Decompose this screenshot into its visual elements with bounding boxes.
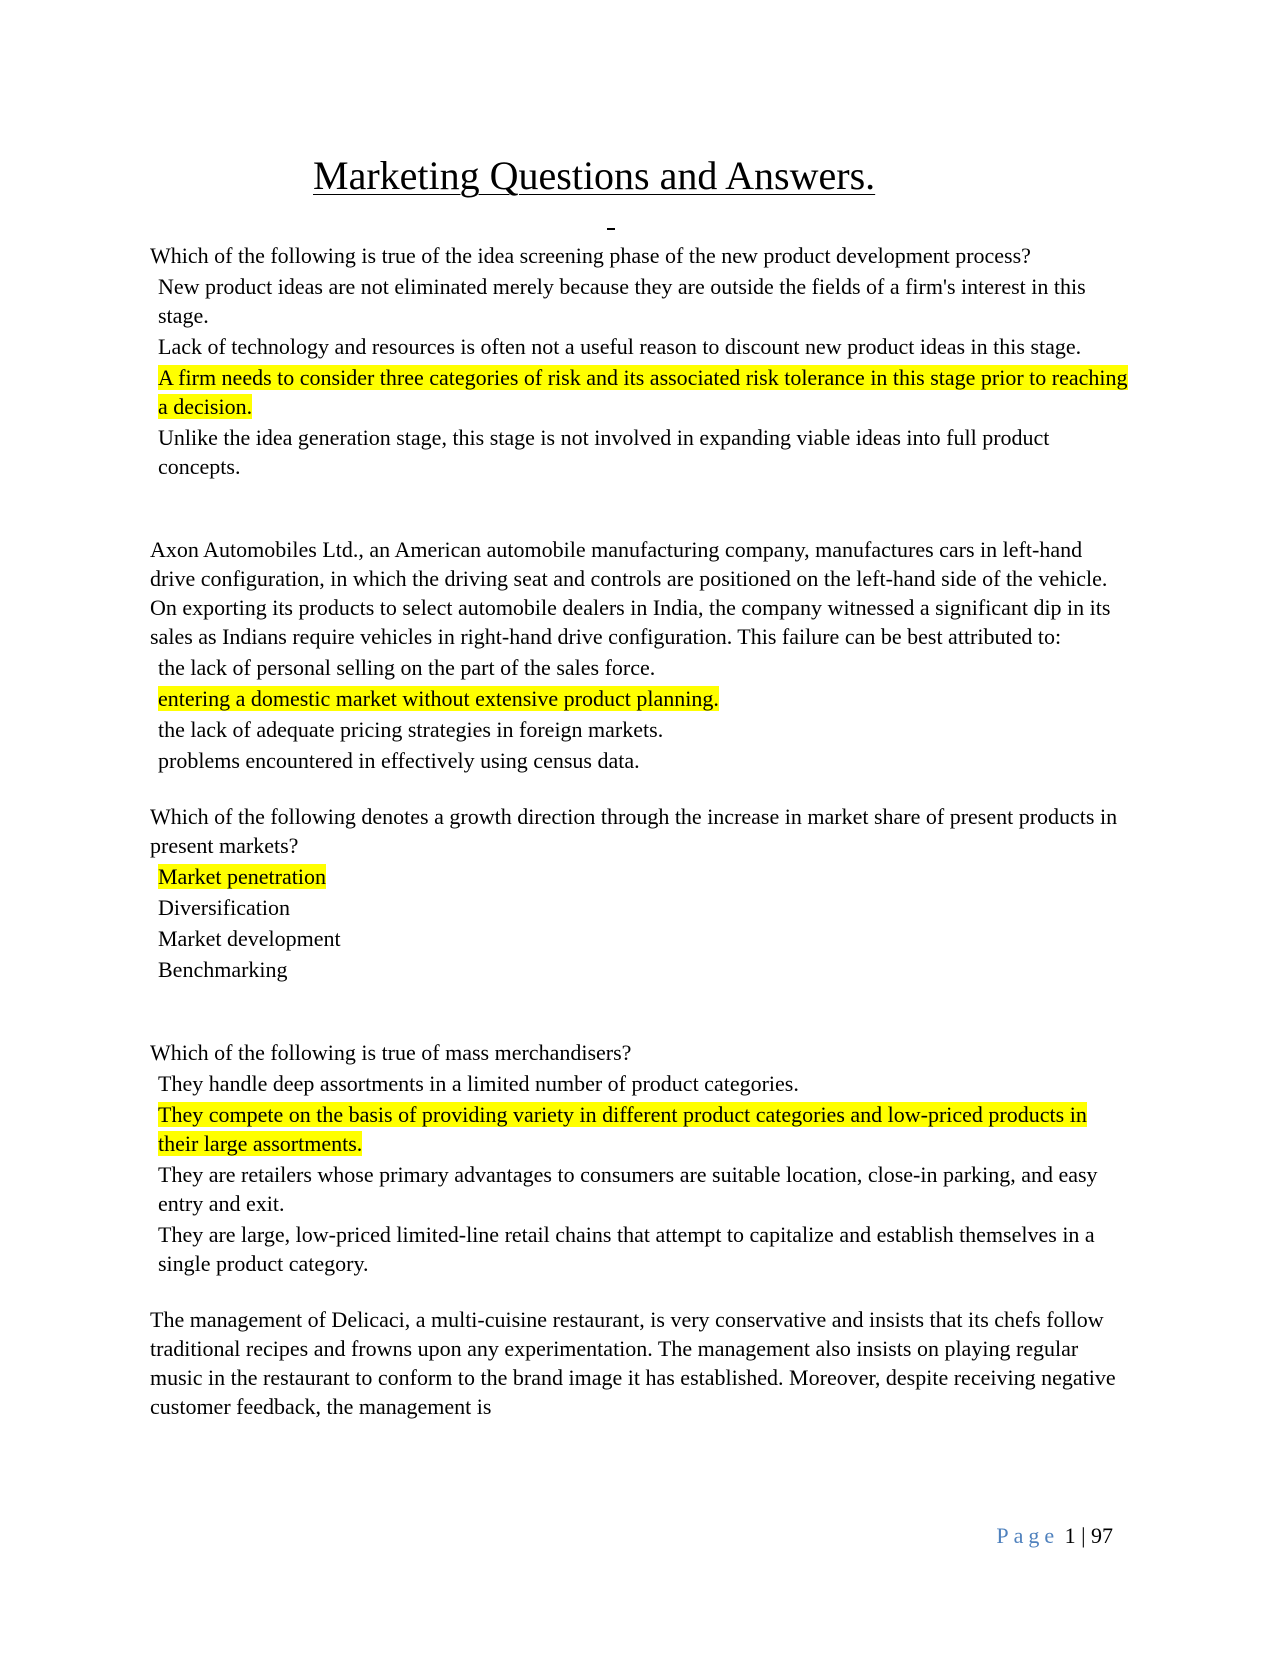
question-3-option-1-answer (158, 862, 1130, 891)
total-pages: 97 (1091, 1523, 1113, 1548)
spacer (150, 481, 1130, 535)
question-4-option-4: They are large, low-priced limited-line retail chains that attempt to capitalize and establish themselves in a single product category. (158, 1222, 1095, 1276)
question-2-option-1: the lack of personal selling on the part of the sales force. (158, 655, 656, 680)
question-2-text: Axon Automobiles Ltd., an American automobile manufacturing company, manufactures cars in left-hand drive configuration, in which the driving seat and controls are positioned on the left-hand side of the vehicle. On exporting its products to select automobile dealers in India, the company witnessed a significant dip in its sales as Indians require vehicles in right-hand drive configuration. This failure can be best attributed to: (150, 537, 1111, 649)
document-body (150, 241, 1130, 1421)
question-1-option-1: New product ideas are not eliminated merely because they are outside the fields of a firm's interest in this stage. (158, 274, 1086, 328)
page-separator: | (1081, 1523, 1086, 1548)
spacer (150, 775, 1130, 802)
title-mark (607, 228, 615, 230)
question-1-option-2: Lack of technology and resources is often not a useful reason to discount new product ideas in this stage. (158, 334, 1082, 359)
question-2-option-2-answer (158, 684, 1130, 713)
question-4-option-3: They are retailers whose primary advantages to consumers are suitable location, close-in parking, and easy entry and exit. (158, 1162, 1098, 1216)
page-label: Page (996, 1523, 1060, 1548)
page-number: 1 (1064, 1523, 1076, 1548)
question-4-option-2-answer (158, 1100, 1130, 1158)
answer-highlight: They compete on the basis of providing variety in different product categories and low-priced products in their large assortments. (158, 1102, 1087, 1156)
question-5-text: The management of Delicaci, a multi-cuisine restaurant, is very conservative and insists that its chefs follow traditional recipes and frowns upon any experimentation. The management also insists on playing regular music in the restaurant to conform to the brand image it has established. Moreover, despite receiving negative customer feedback, the management is (150, 1307, 1116, 1419)
question-1-text: Which of the following is true of the idea screening phase of the new product development process? (150, 243, 1031, 268)
question-4-text: Which of the following is true of mass merchandisers? (150, 1040, 632, 1065)
spacer (150, 1278, 1130, 1305)
question-2-option-4: problems encountered in effectively using census data. (158, 748, 640, 773)
question-4-option-1: They handle deep assortments in a limited number of product categories. (158, 1071, 799, 1096)
answer-highlight: entering a domestic market without extensive product planning. (158, 686, 719, 711)
question-3-text: Which of the following denotes a growth direction through the increase in market share of present products in present markets? (150, 804, 1118, 858)
document-title: Marketing Questions and Answers. (313, 153, 876, 198)
answer-highlight: Market penetration (158, 864, 326, 889)
question-3-option-4: Benchmarking (158, 957, 288, 982)
question-3-option-2: Diversification (158, 895, 290, 920)
question-1-option-4: Unlike the idea generation stage, this stage is not involved in expanding viable ideas into full product concepts. (158, 425, 1050, 479)
question-1-option-3-answer (158, 363, 1130, 421)
question-3-option-3: Market development (158, 926, 341, 951)
spacer (150, 984, 1130, 1038)
answer-highlight: A firm needs to consider three categories of risk and its associated risk tolerance in this stage prior to reaching a decision. (158, 365, 1128, 419)
question-2-option-3: the lack of adequate pricing strategies in foreign markets. (158, 717, 664, 742)
page-footer (996, 1521, 1113, 1550)
